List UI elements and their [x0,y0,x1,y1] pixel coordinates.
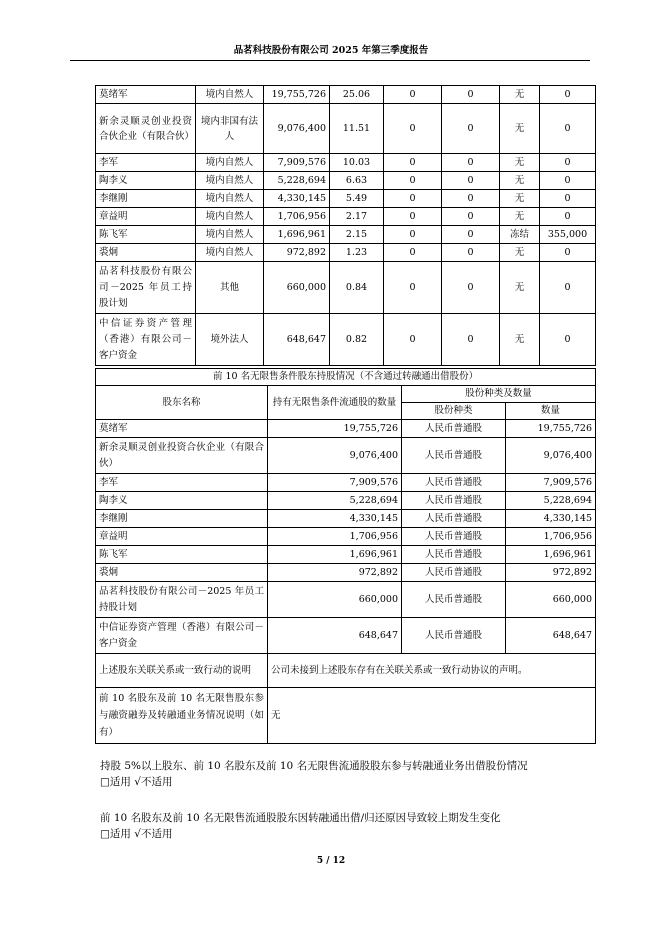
holder-type: 境内自然人 [196,86,264,104]
table-row [96,420,596,438]
holder-restricted: 0 [384,172,442,190]
holder-status: 无 [500,154,540,172]
holder-status: 无 [500,86,540,104]
holder-qty: 1,706,956 [268,528,402,546]
holder-type: 境内自然人 [196,154,264,172]
table-row [96,244,596,262]
holder-shares: 972,892 [264,244,330,262]
table-title-row [96,369,596,386]
holder-status-qty: 0 [540,172,596,190]
holder-name: 莫绪军 [96,86,196,104]
holder-ratio: 0.82 [330,314,384,366]
holder-status-qty: 0 [540,314,596,366]
margin-trading-row [96,688,596,744]
holder-class: 人民币普通股 [402,618,506,654]
holder-type: 境内自然人 [196,244,264,262]
holder-name: 新余灵顺灵创业投资合伙企业（有限合伙） [96,104,196,154]
change-section-title: 前 10 名股东及前 10 名无限售流通股股东因转融通出借/归还原因导致较上期发生变化 [100,812,501,824]
holder-name: 章益明 [96,208,196,226]
holder-name: 李军 [96,474,268,492]
table-row [96,262,596,314]
holder-other: 0 [442,208,500,226]
holder-name: 新余灵顺灵创业投资合伙企业（有限合伙） [96,438,268,474]
column-header-name: 股东名称 [96,386,268,420]
table-row [96,564,596,582]
holder-name: 品茗科技股份有限公司－2025 年员工持股计划 [96,262,196,314]
holder-ratio: 2.15 [330,226,384,244]
related-party-text: 公司未接到上述股东存有在关联关系或一致行动协议的声明。 [268,654,596,688]
holder-shares: 19,755,726 [264,86,330,104]
holder-status: 无 [500,190,540,208]
table-header-row [96,386,596,403]
holder-qty: 4,330,145 [268,510,402,528]
holder-class: 人民币普通股 [402,474,506,492]
holder-restricted: 0 [384,226,442,244]
holder-restricted: 0 [384,314,442,366]
column-header-group: 股份种类及数量 [402,386,596,403]
holder-restricted: 0 [384,154,442,172]
top10-holders-table [95,85,596,366]
table-row [96,226,596,244]
holder-name: 裘炯 [96,244,196,262]
holder-restricted: 0 [384,208,442,226]
holder-other: 0 [442,262,500,314]
holder-ratio: 2.17 [330,208,384,226]
holder-name: 中信证券资产管理（香港）有限公司－客户资金 [96,618,268,654]
page-number: 5 / 12 [316,856,346,866]
holder-qty: 7,909,576 [268,474,402,492]
holder-status-qty: 0 [540,86,596,104]
holder-name: 章益明 [96,528,268,546]
column-header-count: 数量 [506,403,596,420]
holder-ratio: 10.03 [330,154,384,172]
holder-name: 陈飞军 [96,226,196,244]
holder-restricted: 0 [384,190,442,208]
holder-count: 660,000 [506,582,596,618]
holder-ratio: 0.84 [330,262,384,314]
holder-status: 无 [500,314,540,366]
table-row [96,528,596,546]
holder-count: 5,228,694 [506,492,596,510]
holder-count: 9,076,400 [506,438,596,474]
holder-ratio: 5.49 [330,190,384,208]
holder-count: 1,706,956 [506,528,596,546]
holder-class: 人民币普通股 [402,510,506,528]
holder-ratio: 25.06 [330,86,384,104]
column-header-qty: 持有无限售条件流通股的数量 [268,386,402,420]
table-row [96,438,596,474]
change-section-options: □适用 √不适用 [100,828,173,840]
table-row [96,582,596,618]
table-row [96,154,596,172]
holder-count: 19,755,726 [506,420,596,438]
holder-status-qty: 355,000 [540,226,596,244]
holder-name: 李军 [96,154,196,172]
holder-status: 冻结 [500,226,540,244]
holder-name: 李继刚 [96,190,196,208]
holder-qty: 9,076,400 [268,438,402,474]
holder-restricted: 0 [384,86,442,104]
table-row [96,546,596,564]
table-row [96,104,596,154]
holder-class: 人民币普通股 [402,438,506,474]
holder-name: 陶李义 [96,172,196,190]
holder-count: 648,647 [506,618,596,654]
holder-count: 972,892 [506,564,596,582]
holder-qty: 648,647 [268,618,402,654]
holder-type: 境外法人 [196,314,264,366]
holder-type: 境内自然人 [196,190,264,208]
holder-class: 人民币普通股 [402,546,506,564]
holder-other: 0 [442,154,500,172]
holder-name: 李继刚 [96,510,268,528]
holder-name: 中信证券资产管理（香港）有限公司－客户资金 [96,314,196,366]
holder-status: 无 [500,104,540,154]
holder-count: 4,330,145 [506,510,596,528]
table-row [96,208,596,226]
holder-other: 0 [442,86,500,104]
table-row [96,492,596,510]
holder-restricted: 0 [384,104,442,154]
holder-qty: 5,228,694 [268,492,402,510]
holder-other: 0 [442,314,500,366]
holder-qty: 19,755,726 [268,420,402,438]
holder-restricted: 0 [384,262,442,314]
header-divider [70,60,590,61]
holder-restricted: 0 [384,244,442,262]
holder-type: 境内自然人 [196,226,264,244]
holder-qty: 1,696,961 [268,546,402,564]
holder-class: 人民币普通股 [402,492,506,510]
holder-other: 0 [442,104,500,154]
holder-class: 人民币普通股 [402,528,506,546]
holder-status-qty: 0 [540,262,596,314]
holder-shares: 1,706,956 [264,208,330,226]
holder-qty: 972,892 [268,564,402,582]
holder-shares: 4,330,145 [264,190,330,208]
section-title: 前 10 名无限售条件股东持股情况（不含通过转融通出借股份） [96,369,596,386]
holder-other: 0 [442,172,500,190]
table-row [96,618,596,654]
holder-shares: 1,696,961 [264,226,330,244]
holder-name: 陶李义 [96,492,268,510]
holder-other: 0 [442,244,500,262]
holder-class: 人民币普通股 [402,564,506,582]
holder-count: 1,696,961 [506,546,596,564]
holder-status-qty: 0 [540,154,596,172]
table-row [96,474,596,492]
holder-shares: 648,647 [264,314,330,366]
holder-status-qty: 0 [540,244,596,262]
holder-count: 7,909,576 [506,474,596,492]
table-row [96,510,596,528]
holder-status-qty: 0 [540,208,596,226]
holder-status-qty: 0 [540,190,596,208]
table-row [96,86,596,104]
holder-name: 裘炯 [96,564,268,582]
column-header-class: 股份种类 [402,403,506,420]
holder-qty: 660,000 [268,582,402,618]
holder-status-qty: 0 [540,104,596,154]
related-party-label: 上述股东关联关系或一致行动的说明 [96,654,268,688]
holder-status: 无 [500,208,540,226]
holder-status: 无 [500,244,540,262]
holder-type: 境内自然人 [196,208,264,226]
holder-name: 品茗科技股份有限公司－2025 年员工持股计划 [96,582,268,618]
lending-section-options: □适用 √不适用 [100,776,173,788]
holder-status: 无 [500,172,540,190]
margin-trading-label: 前 10 名股东及前 10 名无限售股东参与融资融券及转融通业务情况说明（如有） [96,688,268,744]
table-row [96,190,596,208]
holder-shares: 9,076,400 [264,104,330,154]
related-party-row [96,654,596,688]
holder-ratio: 1.23 [330,244,384,262]
holder-shares: 5,228,694 [264,172,330,190]
holder-ratio: 6.63 [330,172,384,190]
holder-class: 人民币普通股 [402,420,506,438]
holder-other: 0 [442,226,500,244]
holder-other: 0 [442,190,500,208]
holder-class: 人民币普通股 [402,582,506,618]
holder-ratio: 11.51 [330,104,384,154]
top10-unrestricted-table [95,368,596,744]
lending-section-title: 持股 5%以上股东、前 10 名股东及前 10 名无限售流通股股东参与转融通业务出借股份情况 [100,760,528,772]
holder-type: 境内非国有法人 [196,104,264,154]
page-header-title: 品茗科技股份有限公司 2025 年第三季度报告 [233,45,429,56]
holder-shares: 660,000 [264,262,330,314]
holder-name: 莫绪军 [96,420,268,438]
table-row [96,314,596,366]
holder-type: 其他 [196,262,264,314]
table-row [96,172,596,190]
margin-trading-text: 无 [268,688,596,744]
holder-name: 陈飞军 [96,546,268,564]
holder-shares: 7,909,576 [264,154,330,172]
holder-status: 无 [500,262,540,314]
holder-type: 境内自然人 [196,172,264,190]
